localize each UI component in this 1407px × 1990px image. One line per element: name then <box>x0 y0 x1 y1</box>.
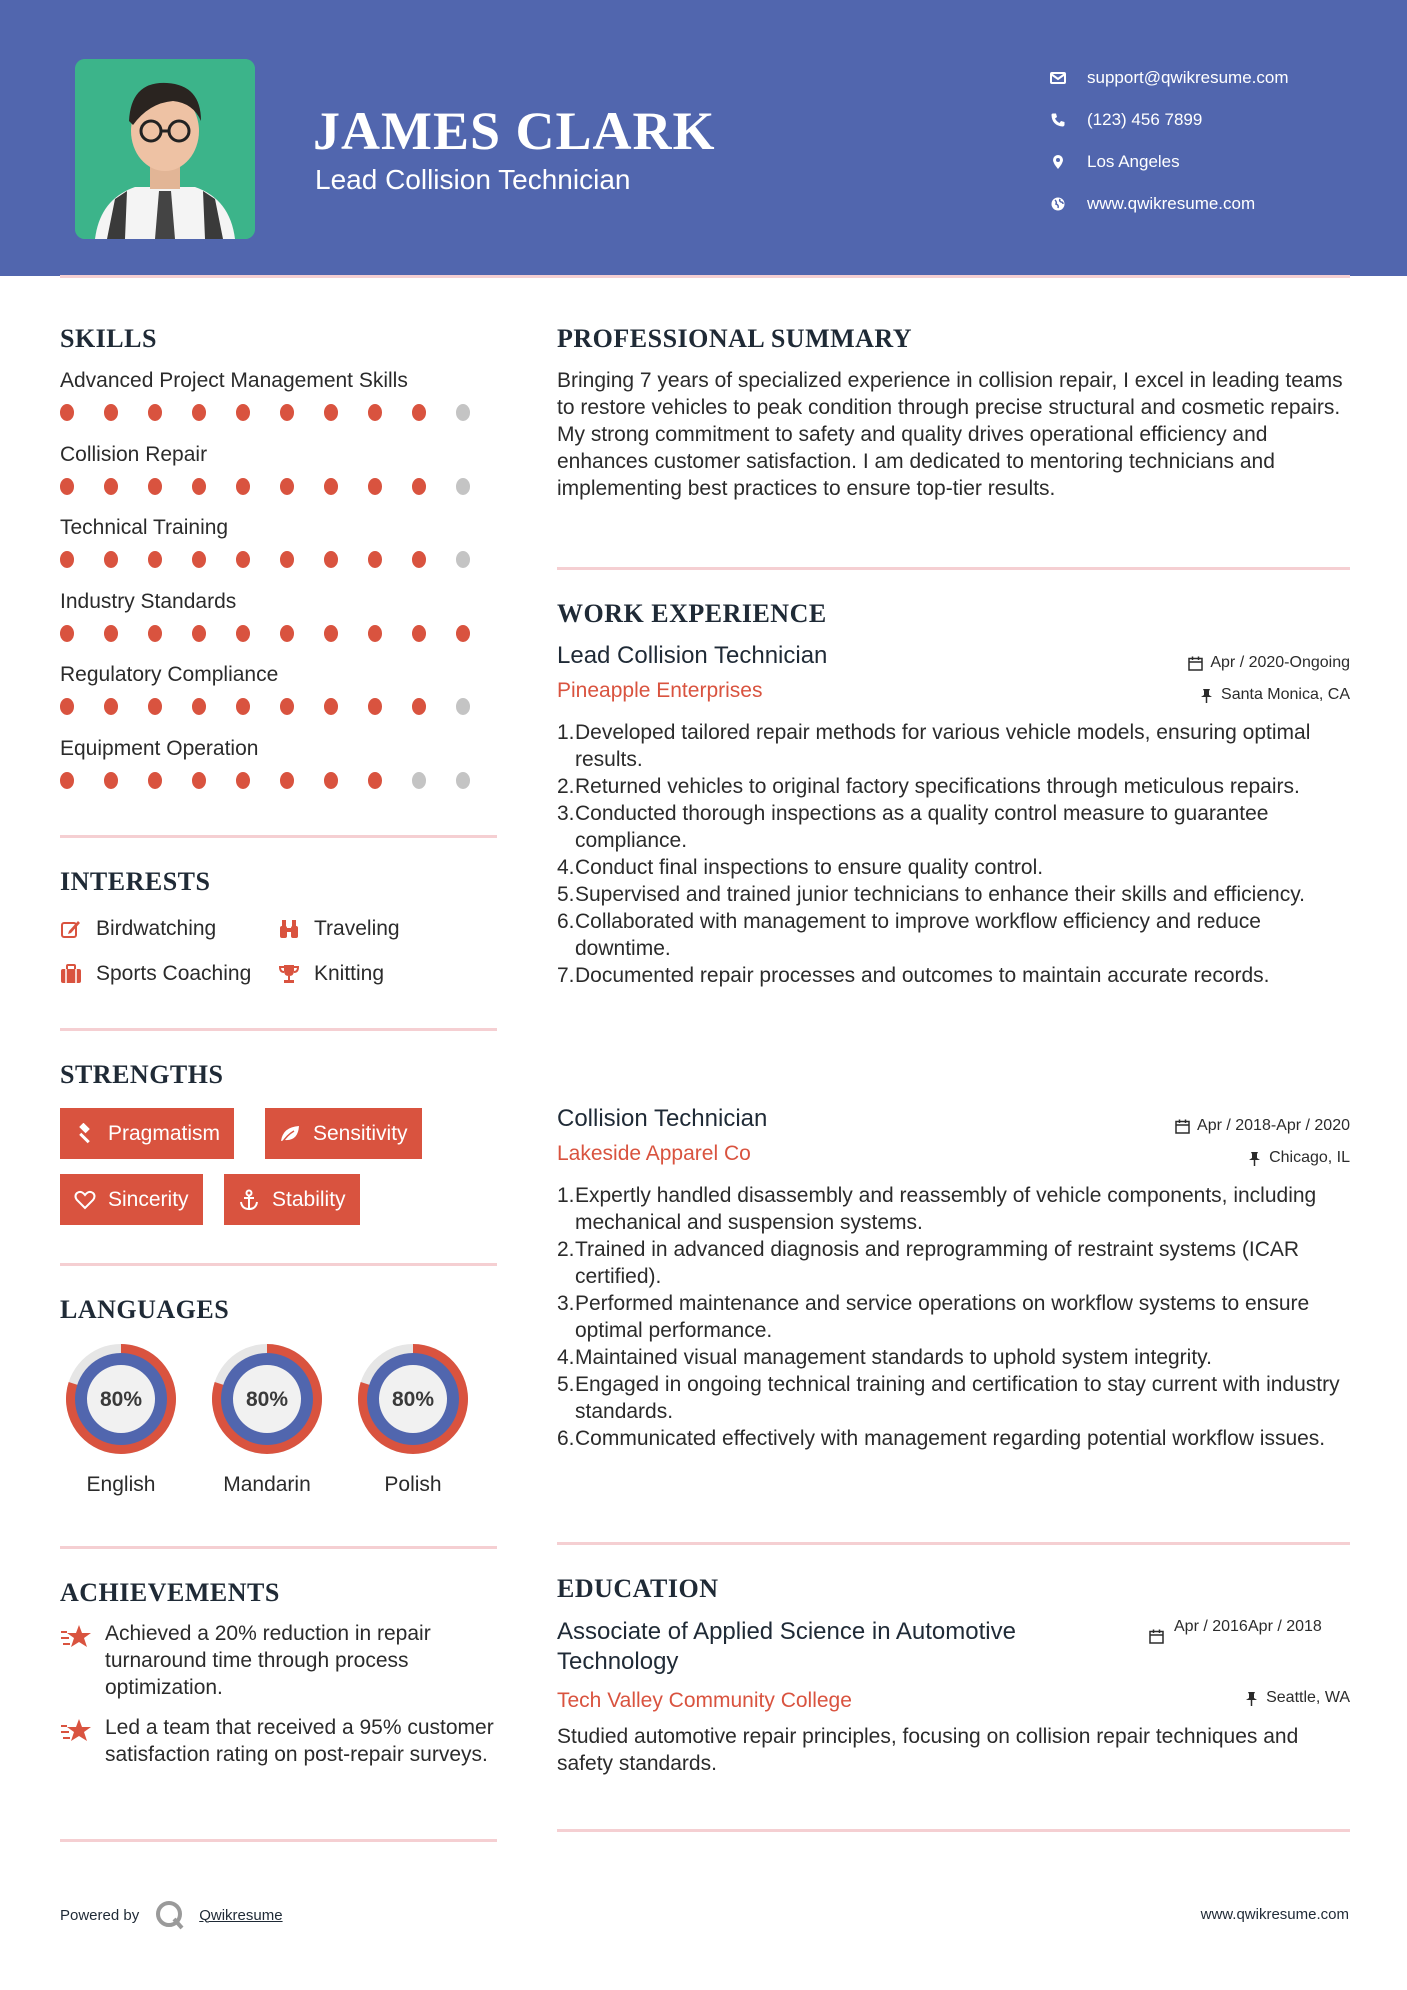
rating-dot-filled <box>368 478 382 495</box>
language-item <box>60 1338 182 1497</box>
job-entry <box>557 642 1350 989</box>
job-bullet: 7. Documented repair processes and outcomes to maintain accurate records. <box>557 964 1270 987</box>
education-start-date: Apr / 2016 <box>1174 1618 1248 1635</box>
header-divider <box>60 275 1350 278</box>
calendar-icon <box>1175 1119 1190 1134</box>
rating-dot-filled <box>236 478 250 495</box>
job-entry <box>557 1105 1350 1452</box>
profile-photo <box>75 59 255 239</box>
map-pin-icon <box>1050 154 1066 170</box>
contact-phone[interactable] <box>1050 99 1380 141</box>
calendar-icon <box>1188 656 1203 671</box>
rating-dot-filled <box>280 625 294 642</box>
rating-dot-filled <box>148 625 162 642</box>
job-bullet-text: Performed maintenance and service operations on workflow systems to ensure optimal performance. <box>575 1292 1310 1342</box>
rating-dot-empty <box>456 551 470 568</box>
education-school: Tech Valley Community College <box>557 1689 852 1712</box>
rating-dot-filled <box>280 772 294 789</box>
job-bullet-text: Trained in advanced diagnosis and reprogramming of restraint systems (ICAR certified). <box>575 1238 1300 1288</box>
job-bullet: 2. Returned vehicles to original factory specifications through meticulous repairs. <box>557 775 1300 798</box>
globe-icon <box>1050 196 1066 212</box>
phone-icon <box>1050 112 1066 128</box>
job-responsibilities <box>557 719 1350 989</box>
education-entry <box>557 1617 1350 1777</box>
rating-dot-filled <box>324 772 338 789</box>
interest-item <box>60 962 278 986</box>
rating-dot-empty <box>456 478 470 495</box>
education-description: Studied automotive repair principles, focusing on collision repair techniques and safety standards. <box>557 1725 1299 1775</box>
section-divider <box>60 1546 497 1549</box>
job-bullet: 6. Communicated effectively with management regarding potential workflow issues. <box>557 1427 1326 1450</box>
rating-dot-filled <box>324 478 338 495</box>
contact-website-text: www.qwikresume.com <box>1087 194 1256 213</box>
strength-label: Stability <box>272 1187 346 1211</box>
skill-name: Advanced Project Management Skills <box>60 369 408 392</box>
interest-label: Birdwatching <box>96 916 217 940</box>
job-bullet-text: Maintained visual management standards to uphold system integrity. <box>575 1346 1212 1369</box>
language-level: 80% <box>391 1388 435 1411</box>
language-item <box>352 1338 474 1497</box>
rating-dot-filled <box>192 551 206 568</box>
section-divider <box>60 1839 497 1842</box>
job-title: Lead Collision Technician <box>557 642 828 669</box>
section-divider <box>557 567 1350 570</box>
rating-dot-filled <box>280 478 294 495</box>
language-ring <box>60 1338 182 1460</box>
skill-name: Industry Standards <box>60 589 237 613</box>
rating-dot-filled <box>280 551 294 568</box>
rating-dot-filled <box>104 625 118 642</box>
rating-dot-filled <box>412 404 426 421</box>
language-level: 80% <box>99 1388 143 1411</box>
rating-dot-filled <box>236 772 250 789</box>
strength-label: Pragmatism <box>108 1121 221 1145</box>
interest-label: Traveling <box>314 916 400 940</box>
rating-dot-filled <box>412 698 426 715</box>
job-date <box>1188 654 1350 672</box>
language-name: Mandarin <box>223 1473 311 1496</box>
rating-dot-filled <box>60 404 74 421</box>
section-divider <box>557 1829 1350 1832</box>
skill-rating <box>60 625 500 642</box>
skill-item <box>60 734 500 808</box>
briefcase-icon <box>60 963 82 985</box>
rating-dot-filled <box>324 551 338 568</box>
contact-email[interactable] <box>1050 57 1380 99</box>
rating-dot-filled <box>192 478 206 495</box>
languages-heading: LANGUAGES <box>60 1295 230 1324</box>
rating-dot-filled <box>148 478 162 495</box>
rating-dot-filled <box>104 478 118 495</box>
skill-rating <box>60 551 500 568</box>
education-location <box>1244 1689 1350 1707</box>
strength-tag <box>60 1108 234 1159</box>
job-bullet: 1. Expertly handled disassembly and reassembly of vehicle components, including mechanical and suspension systems. <box>557 1182 1350 1236</box>
edit-icon <box>60 918 82 940</box>
star-award-icon <box>60 1717 92 1745</box>
rating-dot-filled <box>368 625 382 642</box>
education-location-text: Seattle, WA <box>1266 1689 1350 1706</box>
summary-heading: PROFESSIONAL SUMMARY <box>557 324 913 353</box>
leaf-icon <box>279 1123 301 1145</box>
interests-heading: INTERESTS <box>60 867 211 896</box>
star-award-icon <box>60 1623 92 1651</box>
job-bullet-text: Documented repair processes and outcomes to maintain accurate records. <box>575 964 1270 987</box>
skill-name: Equipment Operation <box>60 736 259 760</box>
rating-dot-filled <box>60 625 74 642</box>
job-date <box>1175 1117 1350 1135</box>
achievement-item <box>60 1714 500 1768</box>
education-end-date: Apr / 2018 <box>1248 1618 1322 1635</box>
anchor-icon <box>238 1189 260 1211</box>
rating-dot-filled <box>324 625 338 642</box>
rating-dot-filled <box>236 698 250 715</box>
rating-dot-filled <box>192 772 206 789</box>
contact-phone-text: (123) 456 7899 <box>1087 110 1203 129</box>
section-divider <box>60 835 497 838</box>
rating-dot-filled <box>280 698 294 715</box>
job-company: Lakeside Apparel Co <box>557 1142 751 1165</box>
job-bullet-text: Developed tailored repair methods for various vehicle models, ensuring optimal results. <box>575 721 1311 771</box>
job-bullet-text: Communicated effectively with management regarding potential workflow issues. <box>575 1427 1326 1450</box>
language-name: Polish <box>384 1473 442 1496</box>
rating-dot-filled <box>104 551 118 568</box>
job-bullet: 4. Maintained visual management standards to uphold system integrity. <box>557 1346 1212 1369</box>
job-bullet-text: Supervised and trained junior technicians to enhance their skills and efficiency. <box>575 883 1305 906</box>
rating-dot-filled <box>412 625 426 642</box>
footer-website[interactable]: www.qwikresume.com <box>1200 1906 1349 1923</box>
skill-item <box>60 513 500 587</box>
contact-location <box>1050 141 1380 183</box>
strength-tag <box>224 1174 360 1225</box>
qwikresume-logo-icon <box>153 1898 187 1932</box>
candidate-title: Lead Collision Technician <box>315 164 631 195</box>
skill-item <box>60 440 500 514</box>
contact-website[interactable] <box>1050 183 1380 225</box>
job-bullet: 5. Engaged in ongoing technical training and certification to stay current with industry standards. <box>557 1371 1350 1425</box>
rating-dot-filled <box>148 698 162 715</box>
skill-name: Collision Repair <box>60 442 208 466</box>
skill-name: Technical Training <box>60 516 229 539</box>
rating-dot-filled <box>324 404 338 421</box>
rating-dot-filled <box>104 698 118 715</box>
achievement-text: Led a team that received a 95% customer satisfaction rating on post-repair surveys. <box>105 1716 494 1766</box>
strengths-heading: STRENGTHS <box>60 1060 224 1089</box>
interests-list <box>60 906 500 996</box>
job-location-text: Santa Monica, CA <box>1221 686 1350 703</box>
rating-dot-filled <box>60 478 74 495</box>
rating-dot-empty <box>456 404 470 421</box>
binoculars-icon <box>278 918 300 940</box>
section-divider <box>60 1028 497 1031</box>
job-location <box>1199 686 1350 704</box>
job-responsibilities <box>557 1182 1350 1452</box>
job-bullet: 6. Collaborated with management to improve workflow efficiency and reduce downtime. <box>557 908 1350 962</box>
job-bullet-text: Returned vehicles to original factory specifications through meticulous repairs. <box>575 775 1300 798</box>
rating-dot-filled <box>236 404 250 421</box>
interest-item <box>60 917 278 941</box>
job-date-text: Apr / 2020-Ongoing <box>1210 654 1350 671</box>
summary-text: Bringing 7 years of specialized experience in collision repair, I excel in leading teams to restore vehicles to peak condition through precise structural and cosmetic repairs. My strong commitment to safety and quality drives operational efficiency and enhances customer satisfaction. I am dedicated to mentoring technicians and implementing best practices to ensure top-tier results. <box>557 369 1343 500</box>
skill-item <box>60 660 500 734</box>
trophy-icon <box>278 963 300 985</box>
education-degree: Associate of Applied Science in Automotive Technology <box>557 1618 1016 1675</box>
job-bullet: 3. Performed maintenance and service operations on workflow systems to ensure optimal performance. <box>557 1290 1350 1344</box>
job-bullet: 1. Developed tailored repair methods for various vehicle models, ensuring optimal results. <box>557 719 1350 773</box>
job-bullet-text: Engaged in ongoing technical training and certification to stay current with industry standards. <box>575 1373 1340 1423</box>
rating-dot-filled <box>192 698 206 715</box>
rating-dot-filled <box>456 625 470 642</box>
job-date-text: Apr / 2018-Apr / 2020 <box>1197 1117 1350 1134</box>
interest-item <box>278 917 400 941</box>
rating-dot-empty <box>456 772 470 789</box>
pushpin-icon <box>1247 1151 1262 1166</box>
skills-heading: SKILLS <box>60 324 157 353</box>
job-company: Pineapple Enterprises <box>557 679 763 702</box>
rating-dot-empty <box>456 698 470 715</box>
rating-dot-filled <box>148 404 162 421</box>
language-level: 80% <box>245 1388 289 1411</box>
rating-dot-filled <box>368 551 382 568</box>
skill-item <box>60 366 500 440</box>
powered-by-label: Powered by <box>60 1906 140 1924</box>
rating-dot-filled <box>192 404 206 421</box>
rating-dot-filled <box>324 698 338 715</box>
job-bullet-text: Conducted thorough inspections as a quality control measure to guarantee compliance. <box>575 802 1269 852</box>
job-location-text: Chicago, IL <box>1269 1149 1350 1166</box>
candidate-name: JAMES CLARK <box>313 101 716 161</box>
experience-heading: WORK EXPERIENCE <box>557 599 827 628</box>
job-bullet-text: Collaborated with management to improve workflow efficiency and reduce downtime. <box>575 910 1261 960</box>
gavel-icon <box>74 1123 96 1145</box>
section-divider <box>557 1542 1350 1545</box>
skill-rating <box>60 478 500 495</box>
rating-dot-filled <box>412 551 426 568</box>
job-bullet: 2. Trained in advanced diagnosis and reprogramming of restraint systems (ICAR certified). <box>557 1236 1350 1290</box>
rating-dot-filled <box>148 772 162 789</box>
language-ring <box>206 1338 328 1460</box>
job-title: Collision Technician <box>557 1105 768 1132</box>
skill-name: Regulatory Compliance <box>60 663 279 686</box>
interest-label: Knitting <box>314 961 385 985</box>
skill-rating <box>60 772 500 789</box>
rating-dot-filled <box>148 551 162 568</box>
contact-location-text: Los Angeles <box>1087 152 1180 171</box>
achievement-item <box>60 1620 500 1701</box>
rating-dot-filled <box>60 772 74 789</box>
skill-rating <box>60 698 500 715</box>
skills-list <box>60 366 500 807</box>
rating-dot-filled <box>368 698 382 715</box>
interest-item <box>278 962 384 986</box>
rating-dot-filled <box>368 772 382 789</box>
job-bullet: 3. Conducted thorough inspections as a quality control measure to guarantee compliance. <box>557 800 1350 854</box>
section-divider <box>60 1263 497 1266</box>
achievements-heading: ACHIEVEMENTS <box>60 1578 280 1607</box>
rating-dot-filled <box>236 551 250 568</box>
achievements-list <box>60 1620 500 1781</box>
language-name: English <box>86 1473 156 1496</box>
calendar-icon <box>1149 1629 1164 1644</box>
envelope-icon <box>1050 70 1066 86</box>
language-item <box>206 1338 328 1497</box>
skill-item <box>60 587 500 661</box>
resume-header <box>0 0 1407 276</box>
rating-dot-filled <box>104 772 118 789</box>
language-ring <box>352 1338 474 1460</box>
rating-dot-filled <box>192 625 206 642</box>
contact-email-text: support@qwikresume.com <box>1087 68 1289 87</box>
skill-rating <box>60 404 500 421</box>
contact-list <box>1050 57 1380 225</box>
strength-label: Sincerity <box>108 1187 189 1211</box>
rating-dot-filled <box>104 404 118 421</box>
job-bullet-text: Conduct final inspections to ensure quality control. <box>575 856 1044 879</box>
rating-dot-filled <box>280 404 294 421</box>
strength-tag <box>265 1108 422 1159</box>
strength-label: Sensitivity <box>313 1121 408 1145</box>
footer-powered-by <box>60 1898 283 1932</box>
rating-dot-filled <box>60 551 74 568</box>
job-bullet-text: Expertly handled disassembly and reassembly of vehicle components, including mechanical and suspension systems. <box>575 1184 1317 1234</box>
education-heading: EDUCATION <box>557 1574 719 1603</box>
education-dates <box>1149 1617 1322 1644</box>
job-bullet: 4. Conduct final inspections to ensure quality control. <box>557 856 1044 879</box>
strength-tag <box>60 1174 203 1225</box>
rating-dot-filled <box>236 625 250 642</box>
rating-dot-filled <box>368 404 382 421</box>
qwikresume-link[interactable]: Qwikresume <box>199 1906 283 1924</box>
achievement-text: Achieved a 20% reduction in repair turnaround time through process optimization. <box>105 1622 431 1699</box>
interest-label: Sports Coaching <box>96 961 252 985</box>
rating-dot-filled <box>412 478 426 495</box>
job-bullet: 5. Supervised and trained junior technicians to enhance their skills and efficiency. <box>557 883 1305 906</box>
pushpin-icon <box>1199 688 1214 703</box>
job-location <box>1247 1149 1350 1167</box>
rating-dot-empty <box>412 772 426 789</box>
rating-dot-filled <box>60 698 74 715</box>
pushpin-icon <box>1244 1691 1259 1706</box>
heart-icon <box>74 1189 96 1211</box>
